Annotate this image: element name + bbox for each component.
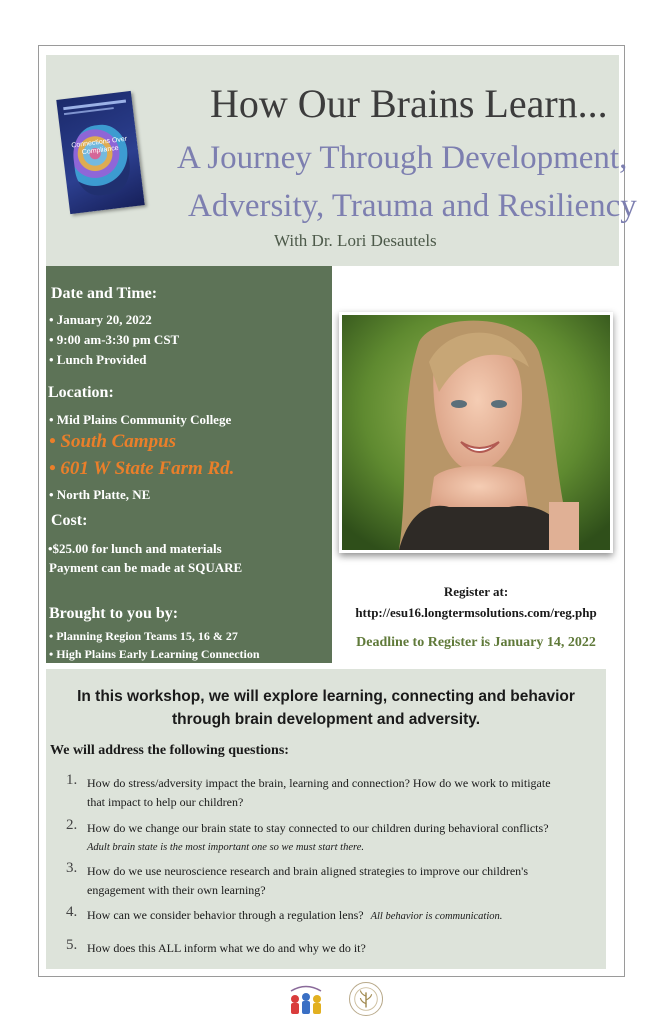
sponsor-1: • Planning Region Teams 15, 16 & 27 <box>49 629 238 643</box>
question-text-cont: engagement with their own learning? <box>87 883 266 897</box>
presenter-byline: With Dr. Lori Desautels <box>274 231 437 250</box>
book-title: Connections Over Compliance <box>71 135 128 156</box>
question-number: 5. <box>66 937 78 953</box>
sponsor-2: • High Plains Early Learning Connection <box>49 647 260 661</box>
event-time: • 9:00 am-3:30 pm CST <box>49 332 180 347</box>
subtitle-line-2: Adversity, Trauma and Resiliency <box>188 188 637 224</box>
workshop-panel <box>46 669 606 969</box>
event-details-panel <box>46 266 332 663</box>
question-text: How does this ALL inform what we do and why we do it? <box>87 941 366 955</box>
question-number: 4. <box>66 904 78 920</box>
page-title: How Our Brains Learn... <box>210 81 608 126</box>
early-development-network-logo <box>285 982 327 1018</box>
question-number: 3. <box>66 860 78 876</box>
registration-block <box>333 584 619 651</box>
register-label: Register at: <box>443 584 509 599</box>
question-number: 1. <box>66 772 78 788</box>
intro-line-2: through brain development and adversity. <box>171 711 481 728</box>
presenter-photo <box>339 312 613 553</box>
partner-seal-logo <box>349 982 383 1016</box>
book-cover-image <box>56 91 144 214</box>
questions-heading: We will address the following questions: <box>50 743 289 758</box>
workshop-intro <box>46 685 606 731</box>
date-time-heading: Date and Time: <box>51 285 158 302</box>
cost-amount: •$25.00 for lunch and materials <box>48 541 222 556</box>
cost-heading: Cost: <box>51 512 88 529</box>
presenter-photo-illustration <box>339 312 613 553</box>
lunch-note: • Lunch Provided <box>49 352 147 367</box>
question-text: How can we consider behavior through a regulation lens? <box>87 908 364 922</box>
city-state: • North Platte, NE <box>49 487 151 502</box>
location-heading: Location: <box>48 384 114 401</box>
question-note: All behavior is communication. <box>370 911 503 922</box>
event-date: • January 20, 2022 <box>49 312 152 327</box>
brought-by-heading: Brought to you by: <box>49 605 179 622</box>
question-number: 2. <box>66 817 78 833</box>
intro-line-1: In this workshop, we will explore learning, connecting and behavior <box>77 688 575 705</box>
question-text: How do we change our brain state to stay connected to our children during behavioral conflicts? <box>87 821 549 835</box>
venue-name: • Mid Plains Community College <box>49 412 232 427</box>
campus-name: • South Campus <box>49 431 177 452</box>
question-text-cont: that impact to help our children? <box>87 795 244 809</box>
payment-note: Payment can be made at SQUARE <box>49 560 243 575</box>
registration-deadline: Deadline to Register is January 14, 2022 <box>356 635 596 650</box>
register-url[interactable]: http://esu16.longtermsolutions.com/reg.php <box>355 605 597 620</box>
question-text: How do stress/adversity impact the brain, learning and connection? How do we work to mitigate <box>87 776 551 790</box>
question-text: How do we use neuroscience research and brain aligned strategies to improve our children's <box>87 864 529 878</box>
subtitle-line-1: A Journey Through Development, <box>177 140 628 176</box>
question-note: Adult brain state is the most important one so we must start there. <box>87 842 364 853</box>
street-address: • 601 W State Farm Rd. <box>49 458 235 479</box>
